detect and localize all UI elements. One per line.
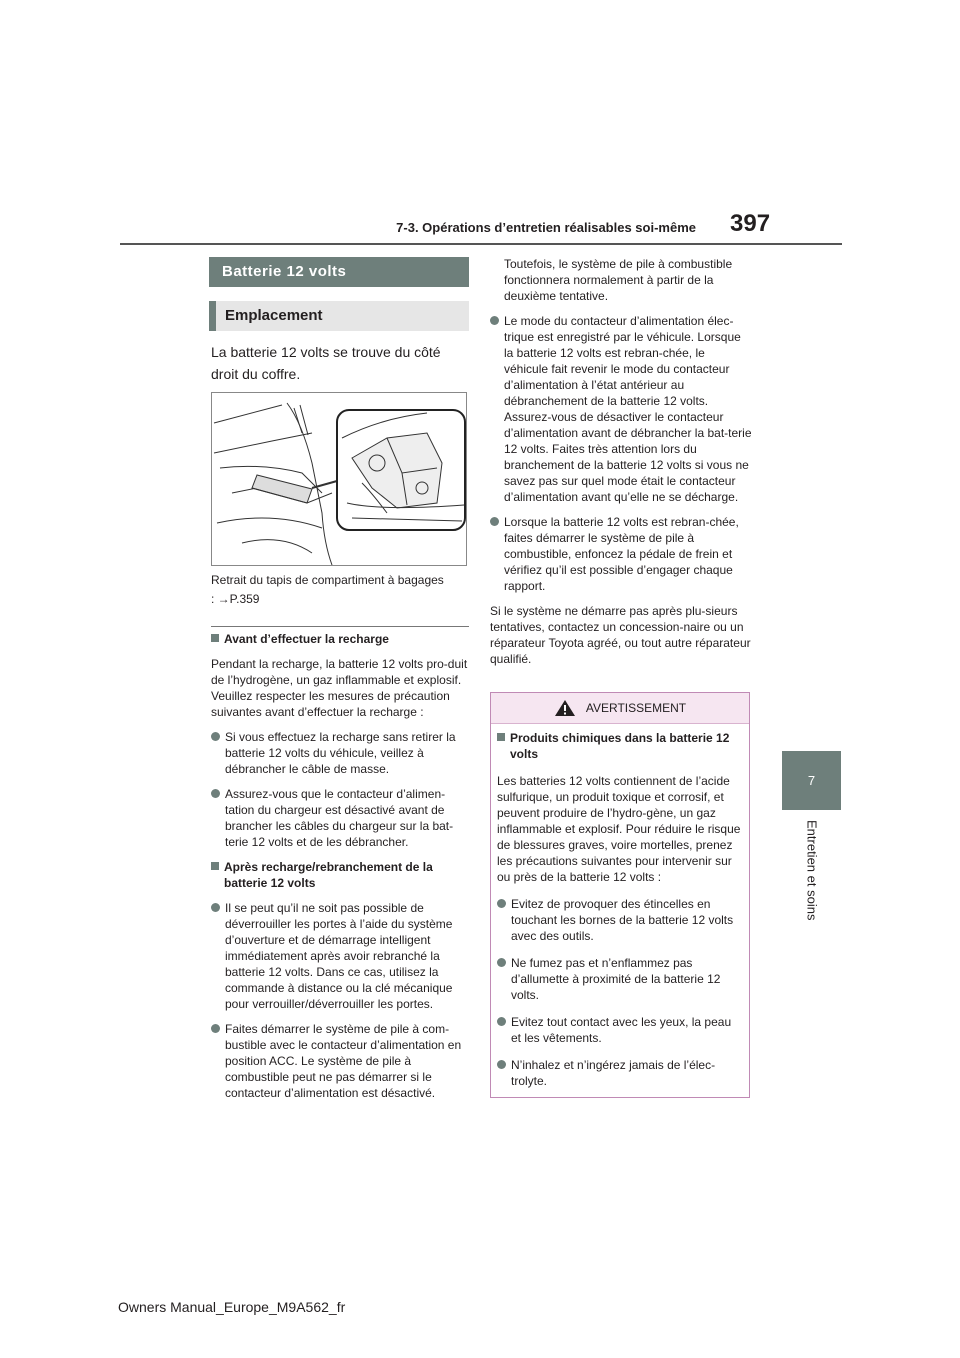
- trunk-lid-line: [214, 405, 282, 423]
- header-divider: [120, 243, 842, 245]
- page-number: 397: [730, 210, 771, 237]
- warning-paragraph: Les batteries 12 volts contiennent de l’acide sulfurique, un produit toxique et corrosif, et peuvent produire de l’hydro-gène, un gaz inflammable et explosif. Pour réduire le risque de blessures graves, voire mortelles, prenez les précautions suivantes pour intervenir sur ou près de la batterie 12 volts :: [497, 774, 741, 884]
- bullet-power-mode: Le mode du contacteur d’alimentation élec-trique est enregistré par le véhicule. Lorsque la batterie 12 volts est rebran-chée, le véhicule fait revenir le mode du contacteur d’alimentation à l’état antérieur au débranchement de la batterie 12 volts. Assurez-vous de désactiver le contacteur d’alimentation avant de débrancher la bat-terie 12 volts. Faites très attention lors du branchement de la batterie 12 volts si vous ne savez pas sur quel mode était le contacteur d’alimentation avant qu’elle ne se décharge.: [504, 314, 752, 504]
- square-bullet-icon: [211, 862, 219, 870]
- intro-text: La batterie 12 volts se trouve du côté droit du coffre.: [211, 344, 441, 382]
- circle-bullet-icon: [211, 1024, 220, 1033]
- circle-bullet-icon: [497, 899, 506, 908]
- warning-bullet-ingest: N’inhalez et n’ingérez jamais de l’élec-trolyte.: [511, 1058, 716, 1088]
- heading-after-recharge: Après recharge/rebranchement de la batterie 12 volts: [224, 860, 433, 890]
- sub-heading: Emplacement: [209, 301, 469, 331]
- chapter-tab: [782, 751, 841, 810]
- section-divider: [211, 626, 469, 627]
- circle-bullet-icon: [490, 517, 499, 526]
- left-column: [211, 631, 469, 1110]
- charging-paragraph: Pendant la recharge, la batterie 12 volts pro-duit de l’hydrogène, un gaz inflammable et explosif. Veuillez respecter les mesures de précaution suivantes avant d’effectuer la recharge :: [211, 657, 468, 719]
- trunk-drawing: [212, 393, 466, 565]
- caption-line-1: Retrait du tapis de compartiment à bagages: [211, 573, 444, 587]
- bullet-brake-check: Lorsque la batterie 12 volts est rebran-chée, faites démarrer le système de pile à combustible, enfoncez la pédale de frein et vérifiez qu’il est possible d’engager chaque rapport.: [504, 515, 739, 593]
- footer-text: Owners Manual_Europe_M9A562_fr: [118, 1299, 346, 1315]
- warning-bullet-contact: Evitez tout contact avec les yeux, la peau et les vêtements.: [511, 1015, 732, 1045]
- square-bullet-icon: [211, 634, 219, 642]
- circle-bullet-icon: [497, 1060, 506, 1069]
- bullet-charger-switch: Assurez-vous que le contacteur d’alimen-tation du chargeur est désactivé avant de brancher les câbles du chargeur sur la bat-terie 12 volts et de les débrancher.: [225, 787, 454, 849]
- chapter-number: 7: [807, 773, 816, 788]
- caption-page-ref[interactable]: : →P.359: [211, 592, 260, 606]
- heading-before-charging: Avant d’effectuer la recharge: [224, 632, 389, 646]
- circle-bullet-icon: [211, 789, 220, 798]
- warning-title: AVERTISSEMENT: [585, 701, 687, 715]
- warning-triangle-icon: [554, 699, 576, 717]
- circle-bullet-icon: [497, 958, 506, 967]
- bullet-unlock-doors: Il se peut qu’il ne soit pas possible de déverrouiller les portes à l’aide du système d’ouverture et de démarrage intelligent immédiatement après avoir rebranché la batterie 12 volts. Dans ce cas, utilisez la commande à distance ou la clé mécanique pour verrouiller/déverrouiller les portes.: [225, 901, 453, 1011]
- trunk-battery-illustration: [211, 392, 467, 566]
- circle-bullet-icon: [497, 1017, 506, 1026]
- bullet-ground-cable: Si vous effectuez la recharge sans retirer la batterie 12 volts du véhicule, veillez à débrancher le câble de masse.: [225, 730, 456, 776]
- square-bullet-icon: [497, 733, 505, 741]
- circle-bullet-icon: [211, 732, 220, 741]
- warning-header: [491, 693, 749, 724]
- circle-bullet-icon: [211, 903, 220, 912]
- right-column: [490, 256, 752, 676]
- bullet-start-system: Faites démarrer le système de pile à com-bustible avec le contacteur d’alimentation en position ACC. Le système de pile à combustible peut ne pas démarrer si le contacteur d’alimentation est désactivé.: [225, 1022, 462, 1100]
- chapter-label: Entretien et soins: [804, 820, 819, 921]
- main-heading: Batterie 12 volts: [209, 257, 469, 287]
- chapter-sidebar: [782, 820, 841, 1060]
- figure-caption: [211, 571, 471, 609]
- floor-mat: [252, 475, 312, 503]
- continuation-text: Toutefois, le système de pile à combustible fonctionnera normalement à partir de la deuxième tentative.: [504, 257, 733, 303]
- section-title: 7-3. Opérations d’entretien réalisables soi-même: [396, 220, 696, 235]
- dealer-paragraph: Si le système ne démarre pas après plu-sieurs tentatives, contactez un concession-naire ou un réparateur Toyota agréé, ou tout autre réparateur qualifié.: [490, 604, 751, 666]
- warning-bullet-smoking: Ne fumez pas et n’enflammez pas d’allumette à proximité de la batterie 12 volts.: [511, 956, 721, 1002]
- warning-box: [490, 692, 750, 1098]
- warning-bullet-sparks: Evitez de provoquer des étincelles en touchant les bornes de la batterie 12 volts avec des outils.: [511, 897, 734, 943]
- circle-bullet-icon: [490, 316, 499, 325]
- warning-heading: Produits chimiques dans la batterie 12 volts: [510, 731, 730, 761]
